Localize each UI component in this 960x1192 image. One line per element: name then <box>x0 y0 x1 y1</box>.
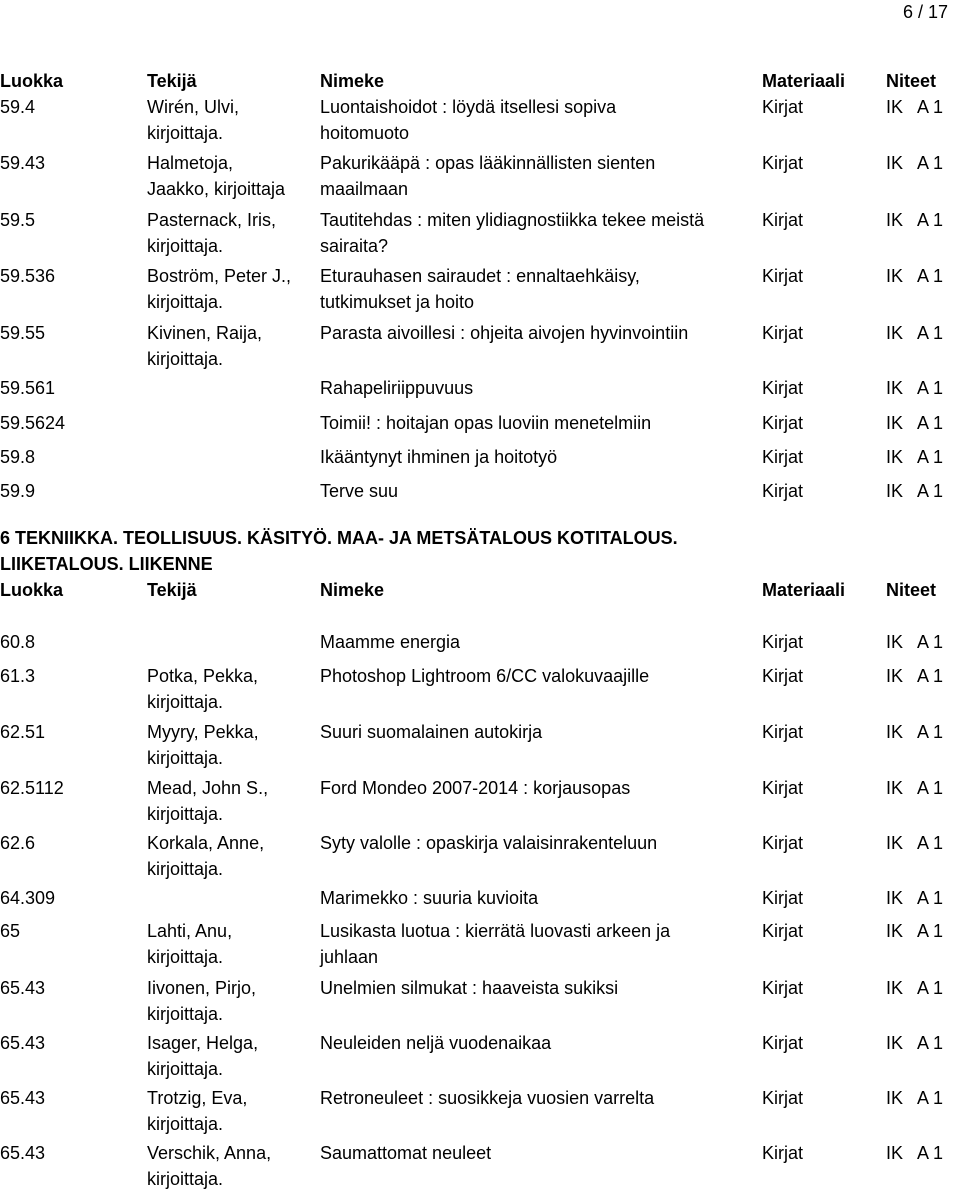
author-line: Mead, John S., <box>147 778 269 798</box>
class-cell: 65.43 <box>0 1143 46 1163</box>
title-cell <box>320 320 688 346</box>
class-cell: 65.43 <box>0 978 46 998</box>
title-line: tutkimukset ja hoito <box>320 292 475 312</box>
title-line: hoitomuoto <box>320 123 410 143</box>
author-line: Boström, Peter J., <box>147 266 292 286</box>
author-cell <box>147 719 259 771</box>
material-cell: Kirjat <box>762 722 804 742</box>
title-cell <box>320 885 538 911</box>
author-line: kirjoittaja. <box>147 1169 224 1189</box>
author-cell <box>147 975 256 1027</box>
title-line: Pakurikääpä : opas lääkinnällisten sienten <box>320 153 656 173</box>
class-cell: 59.8 <box>0 447 36 467</box>
collection-cell: IK A 1 <box>886 978 944 998</box>
material-cell: Kirjat <box>762 888 804 908</box>
material-cell: Kirjat <box>762 978 804 998</box>
title-cell <box>320 775 630 801</box>
author-line: kirjoittaja. <box>147 1059 224 1079</box>
title-cell <box>320 918 670 970</box>
author-line: Isager, Helga, <box>147 1033 259 1053</box>
collection-cell: IK A 1 <box>886 153 944 173</box>
title-cell <box>320 94 616 146</box>
title-line: Retroneuleet : suosikkeja vuosien varrelta <box>320 1088 655 1108</box>
title-line: maailmaan <box>320 179 409 199</box>
author-line: kirjoittaja. <box>147 123 224 143</box>
header-author: Tekijä <box>147 580 197 600</box>
title-cell <box>320 444 557 470</box>
material-cell: Kirjat <box>762 1033 804 1053</box>
material-cell: Kirjat <box>762 153 804 173</box>
material-cell: Kirjat <box>762 266 804 286</box>
title-cell <box>320 1140 491 1166</box>
collection-cell: IK A 1 <box>886 447 944 467</box>
collection-cell: IK A 1 <box>886 666 944 686</box>
author-cell <box>147 94 239 146</box>
title-line: Unelmien silmukat : haaveista sukiksi <box>320 978 619 998</box>
title-line: Maamme energia <box>320 632 461 652</box>
collection-cell: IK A 1 <box>886 632 944 652</box>
author-cell <box>147 1140 271 1192</box>
class-cell: 61.3 <box>0 666 36 686</box>
author-line: kirjoittaja. <box>147 804 224 824</box>
title-line: Eturauhasen sairaudet : ennaltaehkäisy, <box>320 266 640 286</box>
title-line: sairaita? <box>320 236 389 256</box>
collection-cell: IK A 1 <box>886 722 944 742</box>
page-number: 6 / 17 <box>902 2 948 22</box>
title-line: Neuleiden neljä vuodenaikaa <box>320 1033 552 1053</box>
author-cell <box>147 663 258 715</box>
author-line: kirjoittaja. <box>147 1114 224 1134</box>
title-line: Lusikasta luotua : kierrätä luovasti arkeen ja <box>320 921 671 941</box>
title-line: Luontaishoidot : löydä itsellesi sopiva <box>320 97 617 117</box>
title-line: Ford Mondeo 2007-2014 : korjausopas <box>320 778 631 798</box>
header-material: Materiaali <box>762 71 846 91</box>
title-cell <box>320 830 657 856</box>
title-cell <box>320 263 640 315</box>
author-cell <box>147 207 276 259</box>
material-cell: Kirjat <box>762 833 804 853</box>
author-line: Wirén, Ulvi, <box>147 97 240 117</box>
class-cell: 59.5 <box>0 210 36 230</box>
class-cell: 62.51 <box>0 722 46 742</box>
collection-cell: IK A 1 <box>886 833 944 853</box>
material-cell: Kirjat <box>762 1143 804 1163</box>
title-line: Syty valolle : opaskirja valaisinrakenteluun <box>320 833 658 853</box>
author-line: Lahti, Anu, <box>147 921 233 941</box>
class-cell: 59.4 <box>0 97 36 117</box>
collection-cell: IK A 1 <box>886 1033 944 1053</box>
title-cell <box>320 663 649 689</box>
author-line: kirjoittaja. <box>147 859 224 879</box>
header-title: Nimeke <box>320 71 385 91</box>
author-line: Iivonen, Pirjo, <box>147 978 257 998</box>
section-heading-line-2: LIIKETALOUS. LIIKENNE <box>0 554 213 574</box>
author-line: kirjoittaja. <box>147 748 224 768</box>
author-cell <box>147 918 232 970</box>
title-cell <box>320 207 704 259</box>
material-cell: Kirjat <box>762 97 804 117</box>
author-cell <box>147 830 264 882</box>
header-class: Luokka <box>0 71 64 91</box>
header-collection: Niteet <box>886 580 937 600</box>
collection-cell: IK A 1 <box>886 481 944 501</box>
title-cell <box>320 1085 654 1111</box>
collection-cell: IK A 1 <box>886 210 944 230</box>
class-cell: 65.43 <box>0 1088 46 1108</box>
collection-cell: IK A 1 <box>886 1088 944 1108</box>
collection-cell: IK A 1 <box>886 921 944 941</box>
header-class: Luokka <box>0 580 64 600</box>
material-cell: Kirjat <box>762 447 804 467</box>
class-cell: 59.43 <box>0 153 46 173</box>
material-cell: Kirjat <box>762 378 804 398</box>
collection-cell: IK A 1 <box>886 413 944 433</box>
header-material: Materiaali <box>762 580 846 600</box>
author-line: Potka, Pekka, <box>147 666 259 686</box>
title-cell <box>320 478 398 504</box>
class-cell: 59.561 <box>0 378 56 398</box>
material-cell: Kirjat <box>762 921 804 941</box>
class-cell: 59.9 <box>0 481 36 501</box>
author-line: Halmetoja, <box>147 153 234 173</box>
material-cell: Kirjat <box>762 666 804 686</box>
class-cell: 64.309 <box>0 888 56 908</box>
author-line: Pasternack, Iris, <box>147 210 277 230</box>
header-author: Tekijä <box>147 71 197 91</box>
material-cell: Kirjat <box>762 323 804 343</box>
author-cell <box>147 320 262 372</box>
author-line: kirjoittaja. <box>147 1004 224 1024</box>
author-cell <box>147 1085 247 1137</box>
title-cell <box>320 975 618 1001</box>
class-cell: 59.536 <box>0 266 56 286</box>
title-cell <box>320 150 655 202</box>
author-line: kirjoittaja. <box>147 349 224 369</box>
author-cell <box>147 1030 258 1082</box>
title-cell <box>320 629 460 655</box>
material-cell: Kirjat <box>762 778 804 798</box>
title-cell <box>320 375 473 401</box>
class-cell: 65.43 <box>0 1033 46 1053</box>
header-collection: Niteet <box>886 71 937 91</box>
class-cell: 65 <box>0 921 21 941</box>
author-cell <box>147 775 268 827</box>
collection-cell: IK A 1 <box>886 97 944 117</box>
title-line: Toimii! : hoitajan opas luoviin menetelmiin <box>320 413 652 433</box>
class-cell: 59.55 <box>0 323 46 343</box>
title-line: juhlaan <box>320 947 379 967</box>
author-line: Verschik, Anna, <box>147 1143 272 1163</box>
title-cell <box>320 410 651 436</box>
title-line: Saumattomat neuleet <box>320 1143 492 1163</box>
collection-cell: IK A 1 <box>886 1143 944 1163</box>
author-line: Korkala, Anne, <box>147 833 265 853</box>
author-cell <box>147 263 291 315</box>
collection-cell: IK A 1 <box>886 323 944 343</box>
material-cell: Kirjat <box>762 481 804 501</box>
title-line: Marimekko : suuria kuvioita <box>320 888 539 908</box>
material-cell: Kirjat <box>762 632 804 652</box>
author-line: Kivinen, Raija, <box>147 323 263 343</box>
title-line: Tautitehdas : miten ylidiagnostiikka tekee meistä <box>320 210 705 230</box>
title-line: Photoshop Lightroom 6/CC valokuvaajille <box>320 666 650 686</box>
collection-cell: IK A 1 <box>886 778 944 798</box>
title-cell <box>320 1030 551 1056</box>
class-cell: 62.5112 <box>0 778 64 798</box>
author-line: kirjoittaja. <box>147 236 224 256</box>
title-line: Suuri suomalainen autokirja <box>320 722 543 742</box>
author-line: kirjoittaja. <box>147 947 224 967</box>
title-line: Parasta aivoillesi : ohjeita aivojen hyvinvointiin <box>320 323 689 343</box>
collection-cell: IK A 1 <box>886 266 944 286</box>
collection-cell: IK A 1 <box>886 378 944 398</box>
section-heading <box>0 525 960 577</box>
author-line: kirjoittaja. <box>147 692 224 712</box>
material-cell: Kirjat <box>762 1088 804 1108</box>
class-cell: 62.6 <box>0 833 36 853</box>
class-cell: 59.5624 <box>0 413 66 433</box>
author-line: Jaakko, kirjoittaja <box>147 179 286 199</box>
class-cell: 60.8 <box>0 632 36 652</box>
title-cell <box>320 719 542 745</box>
author-line: kirjoittaja. <box>147 292 224 312</box>
section-heading-line-1: 6 TEKNIIKKA. TEOLLISUUS. KÄSITYÖ. MAA- JA METSÄTALOUS KOTITALOUS. <box>0 528 678 548</box>
author-line: Trotzig, Eva, <box>147 1088 248 1108</box>
header-title: Nimeke <box>320 580 385 600</box>
material-cell: Kirjat <box>762 210 804 230</box>
author-line: Myyry, Pekka, <box>147 722 259 742</box>
title-line: Rahapeliriippuvuus <box>320 378 474 398</box>
title-line: Terve suu <box>320 481 399 501</box>
author-cell <box>147 150 285 202</box>
material-cell: Kirjat <box>762 413 804 433</box>
title-line: Ikääntynyt ihminen ja hoitotyö <box>320 447 558 467</box>
collection-cell: IK A 1 <box>886 888 944 908</box>
